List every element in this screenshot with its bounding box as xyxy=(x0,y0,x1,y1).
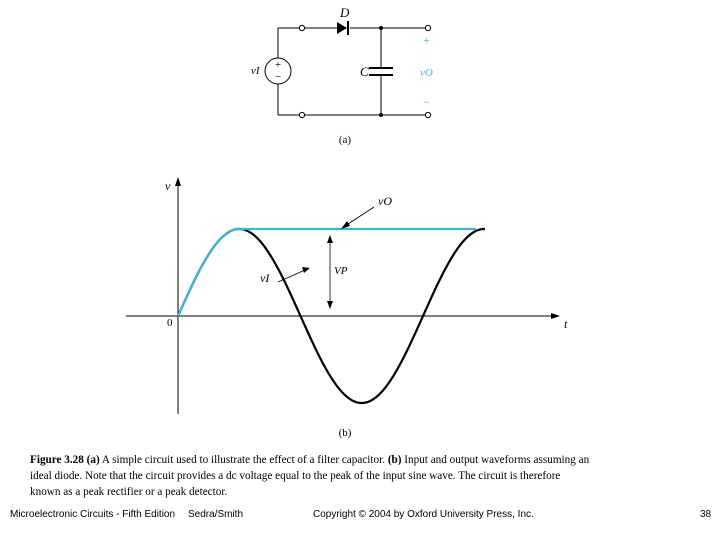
vp-arrow-down xyxy=(327,301,333,309)
output-minus: − xyxy=(423,95,430,109)
panel-b-label: (b) xyxy=(338,427,352,439)
caption-part-b-text: Input and output waveforms assuming an ideal diode. Note that the circuit provides a dc voltage equal to the peak of the input sine wave. The circuit is therefore known as a peak rectifier or a peak detector. xyxy=(30,454,590,498)
vp-label: VP xyxy=(334,265,348,277)
figure-caption xyxy=(30,452,590,500)
diode-label: D xyxy=(340,5,350,20)
capacitor-label: C xyxy=(360,64,369,79)
node-bottom-left xyxy=(299,112,304,117)
vi-pointer-head xyxy=(302,267,310,273)
node-top-left xyxy=(299,25,304,30)
vi-curve-label: vI xyxy=(260,271,270,285)
y-axis-label: v xyxy=(165,179,171,193)
circuit-diagram xyxy=(278,28,428,115)
caption-part-b-label: (b) xyxy=(387,454,402,466)
footer-page-number: 38 xyxy=(700,509,712,520)
vp-arrow-up xyxy=(327,235,333,243)
caption-figure-label: Figure 3.28 xyxy=(30,454,84,466)
panel-a-label: (a) xyxy=(338,134,352,146)
source-plus: + xyxy=(274,59,282,71)
node-junction-bottom xyxy=(379,113,383,117)
footer-copyright: Copyright © 2004 by Oxford University Press, Inc. xyxy=(313,509,534,520)
output-terminal-top xyxy=(425,25,430,30)
vo-pointer xyxy=(345,207,374,226)
footer-book-title: Microelectronic Circuits - Fifth Edition xyxy=(10,509,176,520)
origin-label: 0 xyxy=(167,317,173,329)
output-waveform-vo xyxy=(178,229,476,316)
caption-part-a-label: (a) xyxy=(86,454,100,466)
x-axis-arrow xyxy=(551,313,560,319)
node-junction-top xyxy=(379,26,383,30)
diode-symbol xyxy=(337,22,347,34)
vo-curve-label: vO xyxy=(378,194,392,208)
vo-pointer-head xyxy=(341,221,350,229)
output-terminal-bottom xyxy=(425,112,430,117)
output-label: vO xyxy=(420,67,433,79)
y-axis-arrow xyxy=(175,177,181,186)
x-axis-label: t xyxy=(564,317,568,331)
input-label: vI xyxy=(251,65,260,77)
caption-part-a-text: A simple circuit used to illustrate the effect of a filter capacitor. xyxy=(101,454,386,466)
source-minus: − xyxy=(274,71,282,83)
footer-authors: Sedra/Smith xyxy=(188,509,244,520)
output-plus: + xyxy=(423,33,430,47)
